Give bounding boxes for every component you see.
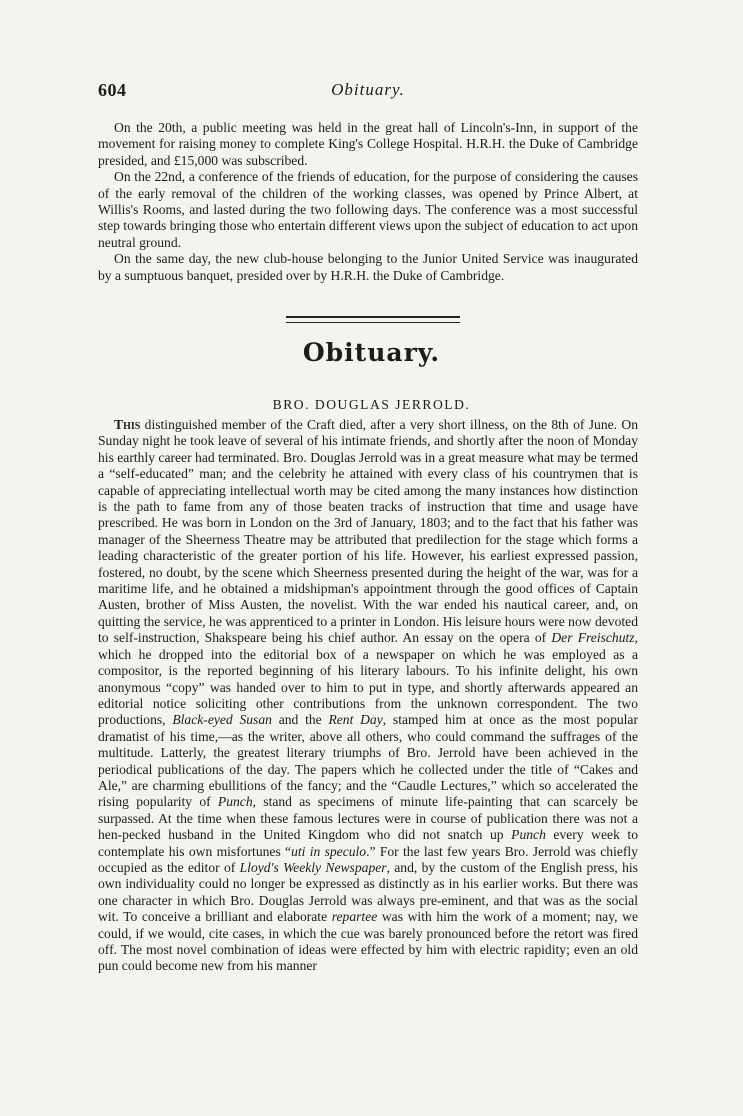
italic-title: Rent Day (328, 712, 383, 728)
italic-title: Punch (511, 827, 546, 843)
section-title: Obituary. (302, 338, 441, 367)
section-divider (286, 316, 460, 323)
page-number: 604 (98, 80, 127, 100)
intro-paragraph: On the 20th, a public meeting was held in the great hall of Lincoln's-Inn, in support of the movement for raising money to complete King's College Hospital. H.R.H. the Duke of Cambridge presided, and £15,000 was subscribed. (98, 120, 638, 168)
intro-paragraph: On the same day, the new club-house belonging to the Junior United Service was inaugurated by a sumptuous banquet, presided over by H.R.H. the Duke of Cambridge. (98, 251, 638, 283)
intro-paragraph: On the 22nd, a conference of the friends of education, for the purpose of considering the causes of the early removal of the children of the working classes, was opened by Prince Albert, at Willis's Rooms, and lasted during the two following days. The conference was a most successful step towards bringing those who entertain different views upon the subject of education to act upon neutral ground. (98, 169, 638, 250)
intro-block (98, 120, 638, 284)
article-text: , and, by the custom of the English press, his own individuality could no longer be expressed as distinctly as in his earlier works. But there was one character in which Bro. Douglas Jerrold was always pre-eminent, and that was as the social wit. To conceive a brilliant and elaborate (98, 859, 638, 925)
article-text: and the (271, 712, 329, 728)
italic-title: Der Freischutz (551, 630, 635, 646)
opening-word: This (114, 417, 141, 432)
italic-title: Punch (217, 794, 253, 810)
article-text: .” For the last few years Bro. Jerrold was chiefly occupied as the editor of (98, 843, 638, 875)
article-body (98, 417, 638, 975)
italic-title: Black-eyed Susan (172, 712, 272, 728)
article-text: , stamped him at once as the most popular dramatist of his time,—as the writer, above all others, who could command the suffrages of the multitude. Latterly, the greatest literary triumphs of Bro. Jerrold have been achieved in the periodical publications of the day. The papers which he collected under the title of “Cakes and Ale,” are charming ebullitions of the fancy; and the “Caudle Lectures,” which so accelerated the rising popularity of (98, 712, 638, 810)
article-text: every week to contemplate his own misfortunes “ (98, 827, 639, 859)
article-text: , which he dropped into the editorial box of a newspaper on which he was employed as a compositor, is the reported beginning of his literary labours. To his infinite delight, his own anonymous “copy” was handed over to him to put in type, and shortly afterwards appeared an editorial notice soliciting other contributions from the unknown correspondent. The two productions, (98, 630, 638, 728)
italic-title: uti in speculo (291, 843, 367, 859)
italic-title: Lloyd's Weekly Newspaper (239, 859, 387, 875)
running-title: Obituary. (331, 80, 405, 99)
article-paragraph (98, 417, 638, 975)
italic-title: repartee (331, 909, 378, 925)
article-heading: BRO. DOUGLAS JERROLD. (272, 397, 471, 412)
article-text: was with him the work of a moment; nay, we could, if we would, cite cases, in which the cue was barely pronounced before the retort was fired off. The most novel combination of ideas were effected by him with electric rapidity; even an old pun could become new from his manner (98, 909, 638, 974)
article-text: , stand as specimens of minute life-painting that can scarcely be surpassed. At the time when these famous lectures were in course of publication there was not a hen-pecked husband in the United Kingdom who did not snatch up (98, 794, 639, 843)
running-head (98, 80, 638, 104)
article-text: distinguished member of the Craft died, after a very short illness, on the 8th of June. On Sunday night he took leave of several of his intimate friends, and shortly after the noon of Monday his earthly career had terminated. Bro. Douglas Jerrold was in a great measure what may be termed a “self-educated” man; and the celebrity he attained with every class of his countrymen that is capable of appreciating intellectual worth may be cited among the many instances how distinction is the path to fame from any of those beaten tracks of instruction that time and usage have prescribed. He was born in London on the 3rd of January, 1803; and to the fact that his father was manager of the Sheerness Theatre may be attributed that predilection for the stage which forms a leading characteristic of the greater portion of his life. However, his earliest expressed passion, fostered, no doubt, by the scene which Sheerness presented during the height of the war, was for a maritime life, and he obtained a midshipman's appointment through the good offices of Captain Austen, brother of Miss Austen, the novelist. With the war ended his nautical career, and, on quitting the service, he was apprenticed to a printer in London. His leisure hours were now devoted to self-instruction, Shakspeare being his chief author. An essay on the opera of (98, 417, 638, 646)
